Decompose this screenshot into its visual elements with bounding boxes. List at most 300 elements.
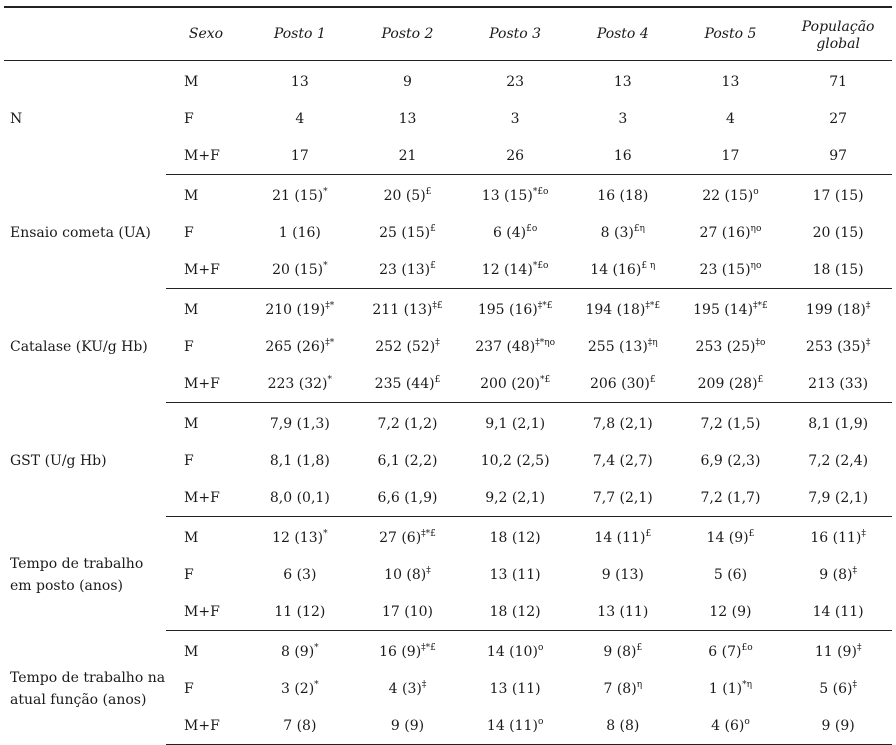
value-cell (784, 631, 892, 671)
sexo-cell: M+F (166, 251, 246, 289)
value-cell (677, 137, 785, 175)
value-cell (354, 479, 462, 517)
significance-marker: ‡ (435, 337, 440, 348)
value-cell (677, 556, 785, 593)
value-text: 20 (15) (812, 224, 864, 241)
value-cell (461, 251, 569, 289)
value-cell (354, 328, 462, 365)
significance-marker: £ (748, 528, 755, 539)
value-text: 12 (9) (709, 603, 752, 620)
value-text: 20 (15) (272, 261, 324, 278)
value-cell (677, 631, 785, 671)
value-cell (354, 403, 462, 443)
value-text: 23 (506, 73, 525, 90)
value-text: 9 (8) (819, 566, 853, 583)
value-cell (677, 328, 785, 365)
value-cell (461, 707, 569, 745)
value-text: 206 (30) (589, 375, 650, 392)
significance-marker: * (323, 186, 328, 197)
value-text: 199 (18) (805, 301, 866, 318)
value-text: 16 (11) (810, 529, 862, 546)
value-text: 4 (6) (711, 717, 745, 734)
value-text: 17 (290, 147, 309, 164)
significance-marker: o (753, 186, 759, 197)
value-text: 13 (290, 73, 309, 90)
value-cell (461, 479, 569, 517)
header-sexo: Sexo (166, 8, 246, 61)
value-cell (354, 707, 462, 745)
value-cell (461, 175, 569, 215)
value-text: 16 (18) (597, 187, 649, 204)
value-text: 3 (2) (280, 680, 315, 697)
sexo-cell: M (184, 529, 199, 546)
header-posto-3: Posto 3 (461, 8, 569, 61)
value-text: 8 (3) (600, 224, 634, 241)
value-text: 27 (829, 110, 848, 127)
value-cell (784, 100, 892, 137)
significance-marker: £ (425, 186, 432, 197)
value-text: 25 (15) (379, 224, 431, 241)
value-cell (569, 251, 677, 289)
value-cell (569, 100, 677, 137)
value-text: 252 (52) (375, 338, 436, 355)
value-cell (569, 214, 677, 251)
value-text: 71 (829, 73, 848, 90)
value-text: 97 (829, 147, 848, 164)
value-cell (461, 365, 569, 403)
value-cell (569, 365, 677, 403)
value-cell (461, 631, 569, 671)
significance-marker: ‡*£ (421, 642, 436, 653)
value-cell (246, 442, 354, 479)
value-cell (246, 289, 354, 329)
significance-marker: ‡*£ (753, 300, 768, 311)
value-text: 13 (398, 110, 417, 127)
significance-marker: £η (633, 223, 645, 234)
value-text: 4 (725, 110, 735, 127)
value-cell (354, 251, 462, 289)
value-cell (461, 100, 569, 137)
value-cell (677, 61, 785, 101)
value-cell (569, 707, 677, 745)
value-cell (246, 670, 354, 707)
value-cell (354, 517, 462, 557)
value-text: 4 (3) (388, 680, 422, 697)
significance-marker: * (323, 528, 328, 539)
significance-marker: ‡o (755, 337, 766, 348)
value-text: 1 (16) (278, 224, 321, 241)
value-text: 26 (506, 147, 525, 164)
value-cell (246, 214, 354, 251)
value-text: 16 (613, 147, 632, 164)
value-cell (246, 61, 354, 101)
header-populacao-global: População global (784, 8, 892, 61)
significance-marker: ‡ (426, 565, 431, 576)
value-cell (784, 442, 892, 479)
significance-marker: £ (434, 374, 441, 385)
value-cell (354, 175, 462, 215)
value-text: 14 (11) (594, 529, 646, 546)
significance-marker: *£o (532, 260, 549, 271)
row-group-label: N (10, 110, 23, 127)
row-group-label: Ensaio cometa (UA) (10, 224, 151, 241)
value-text: 23 (13) (379, 261, 431, 278)
value-text: 7,4 (2,7) (592, 452, 653, 469)
value-cell (677, 175, 785, 215)
sexo-cell: M+F (166, 365, 246, 403)
sexo-cell: M+F (166, 593, 246, 631)
value-text: 14 (9) (706, 529, 749, 546)
value-cell (461, 442, 569, 479)
value-cell (784, 251, 892, 289)
row-group-label: Tempo de trabalho na atual função (anos) (10, 669, 166, 708)
significance-marker: £ (430, 223, 436, 234)
value-text: 1 (1) (708, 680, 743, 697)
value-cell (569, 61, 677, 101)
value-cell (677, 289, 785, 329)
value-cell (784, 479, 892, 517)
value-text: 6 (4) (492, 224, 527, 241)
value-cell (246, 479, 354, 517)
value-text: 9,1 (2,1) (485, 415, 546, 432)
value-text: 13 (11) (489, 566, 541, 583)
value-text: 13 (15) (481, 187, 533, 204)
significance-marker: ‡* (325, 300, 335, 311)
value-cell (246, 707, 354, 745)
value-text: 8 (9) (280, 643, 315, 660)
value-text: 12 (13) (272, 529, 324, 546)
value-cell (246, 175, 354, 215)
value-cell (246, 403, 354, 443)
row-group-label: Tempo de trabalho em posto (anos) (10, 555, 144, 594)
sexo-cell: M+F (166, 479, 246, 517)
value-text: 7,9 (2,1) (808, 489, 869, 506)
value-text: 21 (398, 147, 417, 164)
value-text: 7,7 (2,1) (592, 489, 653, 506)
significance-marker: * (314, 679, 319, 690)
value-text: 7 (8) (603, 680, 637, 697)
value-text: 6 (7) (708, 643, 742, 660)
value-cell (461, 517, 569, 557)
significance-marker: £o (526, 223, 538, 234)
value-cell (784, 61, 892, 101)
value-text: 14 (11) (486, 717, 538, 734)
significance-marker: ‡ (421, 679, 427, 690)
value-cell (677, 403, 785, 443)
value-text: 253 (35) (805, 338, 866, 355)
value-cell (569, 328, 677, 365)
sexo-cell: M (184, 301, 199, 318)
value-cell (461, 289, 569, 329)
value-text: 9 (403, 73, 412, 90)
value-cell (784, 670, 892, 707)
value-text: 265 (26) (265, 338, 326, 355)
value-cell (354, 365, 462, 403)
significance-marker: o (744, 716, 750, 727)
table-row (4, 631, 892, 671)
value-cell (784, 214, 892, 251)
header-row (4, 8, 892, 61)
value-cell (246, 365, 354, 403)
value-cell (569, 175, 677, 215)
value-text: 13 (11) (597, 603, 649, 620)
sexo-cell: F (184, 224, 194, 241)
value-text: 13 (11) (489, 680, 541, 697)
value-text: 6 (3) (283, 566, 317, 583)
value-text: 10,2 (2,5) (480, 452, 550, 469)
value-cell (246, 251, 354, 289)
row-group-label: Catalase (KU/g Hb) (10, 338, 148, 355)
value-cell (569, 670, 677, 707)
value-text: 200 (20) (480, 375, 540, 392)
value-cell (246, 100, 354, 137)
value-text: 17 (15) (812, 187, 864, 204)
value-cell (569, 479, 677, 517)
value-cell (246, 137, 354, 175)
value-cell (461, 556, 569, 593)
value-text: 7,2 (2,4) (808, 452, 869, 469)
value-cell (784, 707, 892, 745)
value-cell (354, 631, 462, 671)
value-cell (677, 100, 785, 137)
value-cell (461, 670, 569, 707)
value-cell (677, 251, 785, 289)
value-cell (784, 517, 892, 557)
value-text: 14 (10) (486, 643, 538, 660)
significance-marker: ηo (750, 260, 762, 271)
value-text: 23 (15) (699, 261, 751, 278)
value-cell (569, 442, 677, 479)
table-row (4, 289, 892, 329)
value-cell (354, 61, 462, 101)
table-body (4, 61, 892, 745)
value-text: 235 (44) (374, 375, 435, 392)
value-cell (677, 442, 785, 479)
value-cell (677, 707, 785, 745)
value-text: 11 (9) (814, 643, 857, 660)
value-text: 17 (10) (381, 603, 433, 620)
value-text: 194 (18) (585, 301, 646, 318)
value-text: 22 (15) (702, 187, 754, 204)
significance-marker: ‡£ (432, 300, 443, 311)
value-cell (784, 175, 892, 215)
value-text: 7 (8) (283, 717, 317, 734)
value-text: 7,2 (1,2) (377, 415, 438, 432)
significance-marker: ‡*£ (537, 300, 553, 311)
value-cell (354, 670, 462, 707)
value-cell (461, 137, 569, 175)
table-row (4, 175, 892, 215)
significance-marker: £o (741, 642, 753, 653)
value-cell (569, 517, 677, 557)
value-text: 5 (6) (819, 680, 853, 697)
value-cell (246, 328, 354, 365)
significance-marker: ‡ (861, 528, 866, 539)
value-text: 5 (6) (713, 566, 748, 583)
significance-marker: * (327, 374, 333, 385)
value-text: 9 (13) (601, 566, 644, 583)
value-cell (569, 289, 677, 329)
value-text: 14 (16) (590, 261, 642, 278)
significance-marker: *£ (539, 374, 551, 385)
value-cell (354, 100, 462, 137)
significance-marker: ‡*£ (645, 300, 661, 311)
value-cell (354, 137, 462, 175)
row-group-label: GST (U/g Hb) (10, 452, 107, 469)
results-table (4, 6, 892, 745)
header-posto-1: Posto 1 (246, 8, 354, 61)
value-cell (569, 593, 677, 631)
table-header (4, 7, 892, 61)
value-text: 6,9 (2,3) (700, 452, 761, 469)
significance-marker: ‡ (852, 679, 857, 690)
value-cell (246, 517, 354, 557)
value-cell (461, 214, 569, 251)
value-text: 4 (295, 110, 305, 127)
value-cell (569, 556, 677, 593)
value-text: 14 (11) (812, 603, 864, 620)
significance-marker: £ η (641, 260, 656, 271)
value-cell (784, 593, 892, 631)
significance-marker: £ (645, 528, 652, 539)
value-text: 8,1 (1,9) (808, 415, 869, 432)
value-cell (784, 328, 892, 365)
value-cell (569, 403, 677, 443)
value-text: 21 (15) (272, 187, 324, 204)
significance-marker: £ (430, 260, 436, 271)
value-text: 11 (12) (274, 603, 326, 620)
significance-marker: * (314, 642, 319, 653)
value-text: 8 (8) (606, 717, 640, 734)
significance-marker: ηo (750, 223, 762, 234)
significance-marker: o (537, 716, 544, 727)
header-posto-5: Posto 5 (677, 8, 785, 61)
sexo-cell: F (184, 566, 194, 583)
value-cell (677, 214, 785, 251)
value-text: 7,2 (1,5) (700, 415, 761, 432)
value-cell (246, 631, 354, 671)
value-text: 195 (16) (477, 301, 538, 318)
sexo-cell: F (184, 680, 194, 697)
sexo-cell: F (184, 338, 194, 355)
value-text: 12 (14) (481, 261, 533, 278)
sexo-cell: M (184, 187, 199, 204)
value-cell (461, 403, 569, 443)
significance-marker: *η (742, 679, 752, 690)
value-cell (784, 137, 892, 175)
value-cell (354, 289, 462, 329)
value-text: 9,2 (2,1) (485, 489, 546, 506)
value-text: 13 (613, 73, 632, 90)
value-text: 3 (618, 110, 628, 127)
value-text: 13 (721, 73, 740, 90)
value-cell (354, 442, 462, 479)
value-text: 9 (9) (390, 717, 425, 734)
value-text: 210 (19) (265, 301, 326, 318)
value-text: 8,0 (0,1) (269, 489, 330, 506)
significance-marker: *£o (532, 186, 549, 197)
value-text: 213 (33) (808, 375, 869, 392)
value-text: 7,2 (1,7) (700, 489, 761, 506)
value-cell (677, 593, 785, 631)
sexo-cell: M (184, 415, 199, 432)
sexo-cell: F (184, 452, 194, 469)
significance-marker: £ (636, 642, 643, 653)
header-posto-4: Posto 4 (569, 8, 677, 61)
value-cell (784, 365, 892, 403)
value-text: 195 (14) (693, 301, 754, 318)
value-cell (677, 479, 785, 517)
table-row (4, 61, 892, 101)
value-text: 18 (15) (812, 261, 864, 278)
header-empty (4, 8, 166, 61)
value-cell (461, 593, 569, 631)
value-text: 9 (8) (603, 643, 637, 660)
value-text: 3 (510, 110, 520, 127)
value-text: 7,9 (1,3) (269, 415, 330, 432)
value-text: 10 (8) (384, 566, 427, 583)
value-cell (461, 328, 569, 365)
significance-marker: ‡* (325, 337, 335, 348)
value-text: 7,8 (2,1) (592, 415, 653, 432)
data-table-container (4, 6, 892, 745)
significance-marker: η (636, 679, 643, 690)
value-cell (354, 593, 462, 631)
value-text: 211 (13) (372, 301, 433, 318)
significance-marker: ‡*£ (421, 528, 436, 539)
value-cell (784, 556, 892, 593)
value-cell (461, 61, 569, 101)
sexo-cell: M+F (166, 707, 246, 745)
significance-marker: ‡*ηo (535, 337, 555, 348)
significance-marker: ‡ (852, 565, 857, 576)
header-posto-2: Posto 2 (354, 8, 462, 61)
value-text: 8,1 (1,8) (269, 452, 330, 469)
value-cell (569, 631, 677, 671)
value-cell (677, 517, 785, 557)
value-text: 237 (48) (475, 338, 536, 355)
value-text: 6,6 (1,9) (377, 489, 438, 506)
value-cell (354, 214, 462, 251)
value-text: 255 (13) (587, 338, 648, 355)
value-cell (784, 403, 892, 443)
significance-marker: ‡ (865, 337, 871, 348)
value-text: 9 (9) (821, 717, 855, 734)
value-cell (354, 556, 462, 593)
value-text: 27 (6) (379, 529, 422, 546)
value-text: 209 (28) (697, 375, 758, 392)
value-text: 27 (16) (699, 224, 751, 241)
significance-marker: ‡η (647, 337, 658, 348)
significance-marker: £ (649, 374, 656, 385)
value-text: 18 (12) (489, 603, 541, 620)
sexo-cell: F (184, 110, 194, 127)
sexo-cell: M (184, 643, 199, 660)
table-row (4, 403, 892, 443)
sexo-cell: M+F (166, 137, 246, 175)
value-text: 253 (25) (695, 338, 756, 355)
significance-marker: o (537, 642, 544, 653)
value-cell (569, 137, 677, 175)
value-text: 6,1 (2,2) (377, 452, 438, 469)
table-row (4, 517, 892, 557)
value-text: 18 (12) (489, 529, 541, 546)
value-cell (677, 365, 785, 403)
value-cell (677, 670, 785, 707)
significance-marker: ‡ (856, 642, 862, 653)
value-cell (784, 289, 892, 329)
significance-marker: * (323, 260, 328, 271)
